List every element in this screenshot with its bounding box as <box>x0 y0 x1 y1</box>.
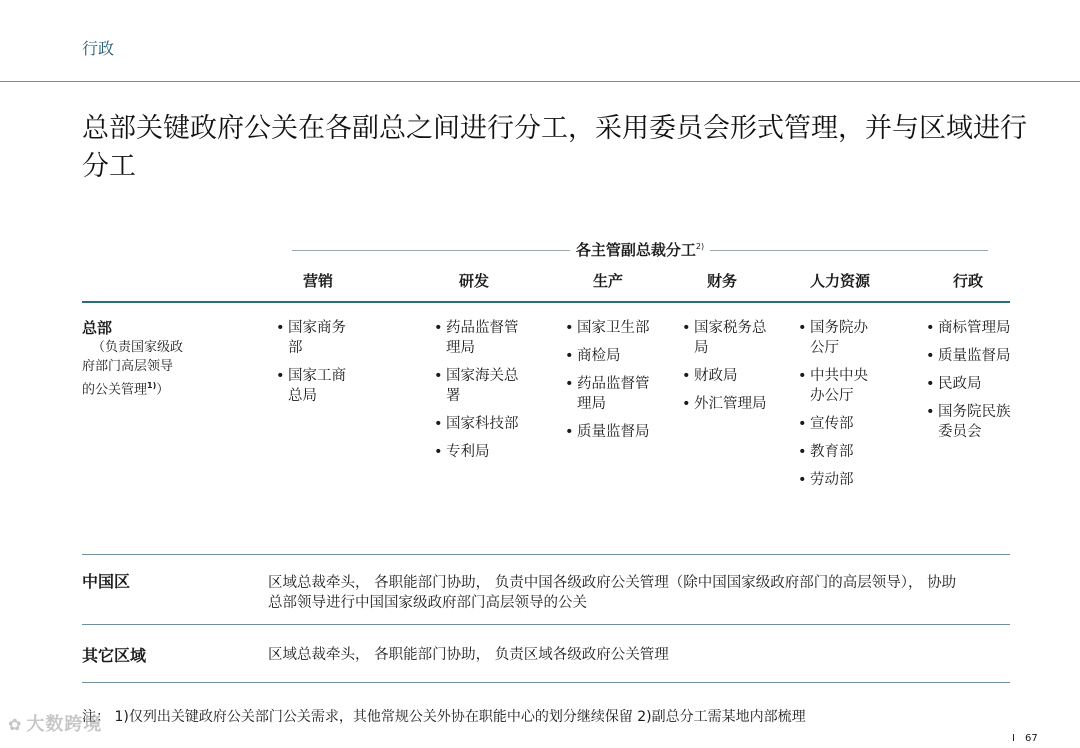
page-title: 总部关键政府公关在各副总之间进行分工，采用委员会形式管理，并与区域进行分工 <box>82 113 1027 182</box>
list-item: • 质量监督局 <box>926 346 1012 366</box>
col-header-admin: 行政 <box>952 272 983 290</box>
list-item: • 中共中央办公厅 <box>798 366 882 406</box>
list-item: • 国家科技部 <box>434 414 520 434</box>
list-item: • 民政局 <box>926 374 1012 394</box>
top-divider <box>0 81 1080 82</box>
row-label-hq-title: 总部 <box>82 319 113 337</box>
col-header-rnd: 研发 <box>458 272 489 290</box>
region-label-china: 中国区 <box>82 572 131 591</box>
list-item: • 质量监督局 <box>565 422 651 442</box>
page-number-value: 67 <box>1024 733 1038 744</box>
watermark-logo-icon: ✿ <box>8 715 23 734</box>
col-marketing <box>276 318 360 414</box>
col-header-marketing: 营销 <box>302 272 333 290</box>
row-label-hq-sub3: 的公关管理 <box>82 382 148 398</box>
list-item: • 国务院办公厅 <box>798 318 882 358</box>
section-label: 行政 <box>82 39 115 58</box>
row-label-hq-sub2: 府部门高层领导 <box>82 359 174 374</box>
col-header-hr: 人力资源 <box>809 272 870 290</box>
list-item: • 药品监督管理局 <box>565 374 651 414</box>
watermark <box>8 710 102 736</box>
group-label <box>490 239 790 260</box>
row-label-hq-footnote: 1) <box>147 381 157 390</box>
col-rnd <box>434 318 520 470</box>
row-label-hq-sub-end: ） <box>156 382 170 398</box>
region-divider-china <box>82 554 1010 555</box>
region-divider-other <box>82 624 1010 625</box>
col-header-finance: 财务 <box>706 272 737 290</box>
list-item: • 教育部 <box>798 442 882 462</box>
region-text-other: 区域总裁牵头， 各职能部门协助， 负责区域各级政府公关管理 <box>268 647 669 663</box>
list-item: • 国家税务总局 <box>682 318 768 358</box>
col-hr <box>798 318 882 498</box>
row-label-hq <box>82 318 212 399</box>
col-finance <box>682 318 768 422</box>
col-admin <box>926 318 1012 450</box>
list-item: • 专利局 <box>434 442 520 462</box>
col-header-production: 生产 <box>592 272 623 290</box>
page-number <box>1012 733 1038 744</box>
list-item: • 外汇管理局 <box>682 394 768 414</box>
page-number-bar: I <box>1012 733 1015 744</box>
list-item: • 宣传部 <box>798 414 882 434</box>
watermark-text: 大数跨境 <box>26 714 103 735</box>
footer-divider <box>82 682 1010 683</box>
list-item: • 国家卫生部 <box>565 318 651 338</box>
group-label-text: 各主管副总裁分工 <box>575 241 696 259</box>
footnote: 注： 1)仅列出关键政府公关部门公关需求，其他常规公关外协在职能中心的划分继续保留 2)副总分工需某地内部梳理 <box>82 709 806 725</box>
list-item: • 国家工商总局 <box>276 366 360 406</box>
region-text-china: 区域总裁牵头， 各职能部门协助， 负责中国各级政府公关管理（除中国国家级政府部门的高层领导）， 协助总部领导进行中国国家级政府部门高层领导的公关 <box>268 575 957 611</box>
list-item: • 国务院民族委员会 <box>926 402 1012 442</box>
row-label-hq-sub1: （负责国家级政 <box>92 340 184 355</box>
col-production <box>565 318 651 450</box>
header-divider <box>82 301 1010 303</box>
list-item: • 国家海关总署 <box>434 366 520 406</box>
region-label-other: 其它区域 <box>82 646 147 665</box>
list-item: • 劳动部 <box>798 470 882 490</box>
list-item: • 商标管理局 <box>926 318 1012 338</box>
group-label-footnote: 2) <box>695 242 705 251</box>
list-item: • 商检局 <box>565 346 651 366</box>
list-item: • 国家商务部 <box>276 318 360 358</box>
list-item: • 财政局 <box>682 366 768 386</box>
list-item: • 药品监督管理局 <box>434 318 520 358</box>
